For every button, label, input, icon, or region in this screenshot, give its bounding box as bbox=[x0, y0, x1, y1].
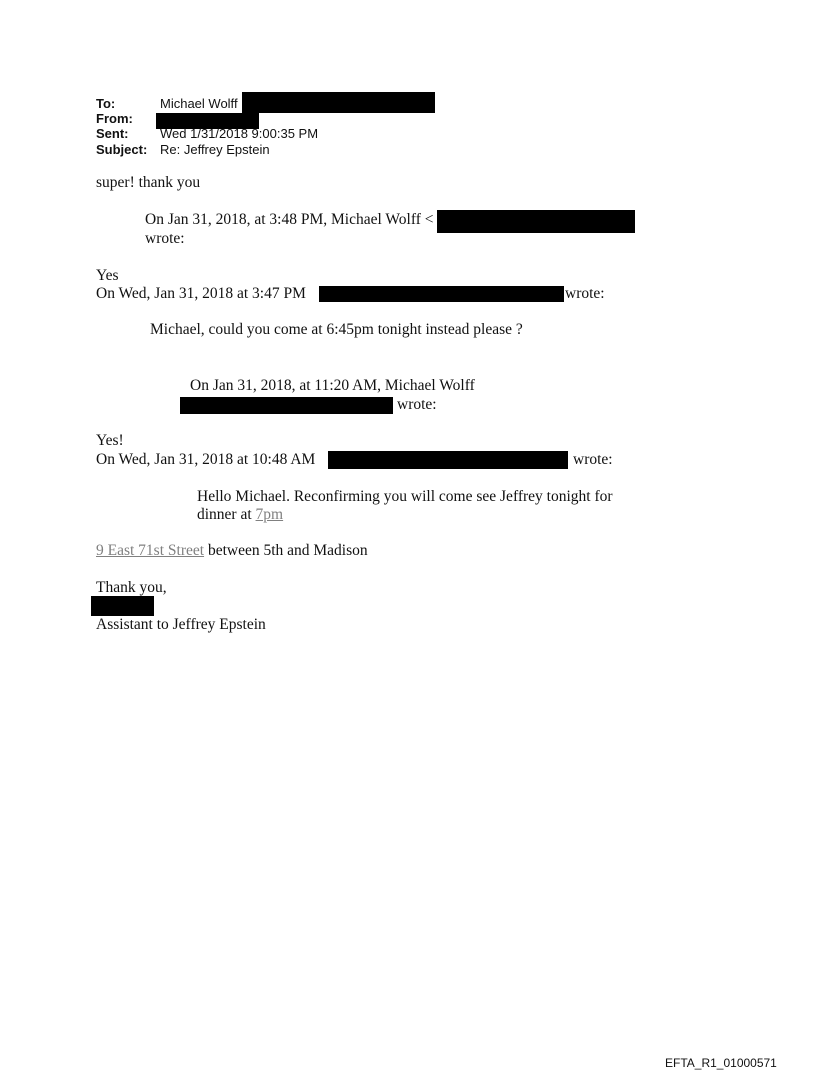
quote-2-message: Michael, could you come at 6:45pm tonight instead please ? bbox=[150, 321, 523, 338]
document-id: EFTA_R1_01000571 bbox=[665, 1056, 777, 1070]
address-line bbox=[96, 541, 368, 560]
quote-1-attribution bbox=[145, 210, 434, 229]
quote-3-attribution: On Jan 31, 2018, at 11:20 AM, Michael Wolff bbox=[190, 377, 475, 394]
sent-value: Wed 1/31/2018 9:00:35 PM bbox=[160, 126, 319, 141]
quote-3-wrote: wrote: bbox=[397, 396, 437, 413]
quote-1-attribution-text: On Jan 31, 2018, at 3:48 PM, Michael Wolff bbox=[145, 211, 421, 228]
quote-4-attribution: On Wed, Jan 31, 2018 at 10:48 AM bbox=[96, 451, 316, 468]
redaction-to-email bbox=[242, 92, 435, 113]
message-line-1: Hello Michael. Reconfirming you will come see Jeffrey tonight for bbox=[197, 488, 613, 505]
message-line-2-prefix: dinner at bbox=[197, 506, 256, 523]
address-link[interactable]: 9 East 71st Street bbox=[96, 542, 205, 559]
subject-value: Re: Jeffrey Epstein bbox=[160, 142, 270, 157]
redaction-quote-3-email bbox=[180, 397, 393, 414]
redaction-quote-1-email bbox=[437, 210, 635, 233]
signature-title: Assistant to Jeffrey Epstein bbox=[96, 616, 266, 633]
from-label: From: bbox=[96, 111, 133, 126]
subject-label: Subject: bbox=[96, 142, 148, 157]
to-label: To: bbox=[96, 96, 116, 111]
quote-1-wrote: wrote: bbox=[145, 230, 185, 247]
message-line-2 bbox=[197, 505, 283, 524]
quote-4-wrote: wrote: bbox=[573, 451, 613, 468]
redaction-quote-2-sender bbox=[319, 286, 564, 302]
quote-2-wrote: wrote: bbox=[565, 285, 605, 302]
quote-1-bracket: < bbox=[424, 211, 434, 228]
sent-label: Sent: bbox=[96, 126, 129, 141]
reply-1: super! thank you bbox=[96, 174, 201, 191]
quote-2-attribution: On Wed, Jan 31, 2018 at 3:47 PM bbox=[96, 285, 306, 302]
address-suffix: between 5th and Madison bbox=[204, 542, 368, 559]
reply-2: Yes bbox=[96, 267, 119, 284]
reply-3: Yes! bbox=[96, 432, 124, 449]
thanks: Thank you, bbox=[96, 579, 167, 596]
to-value: Michael Wolff bbox=[160, 96, 238, 111]
time-link[interactable]: 7pm bbox=[255, 506, 284, 523]
redaction-quote-4-sender bbox=[328, 451, 568, 469]
redaction-signature-name bbox=[91, 596, 154, 616]
